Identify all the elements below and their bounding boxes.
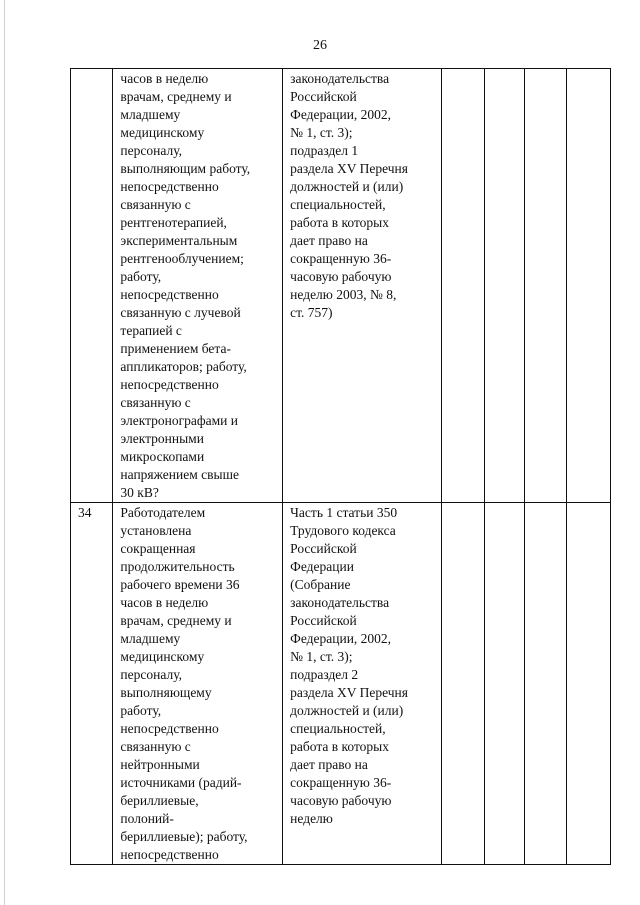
row-number-cell xyxy=(71,69,113,503)
answer-yes-cell xyxy=(442,503,484,865)
legal-basis-cell: законодательства Российской Федерации, 2002, № 1, ст. 3); подраздел 1 раздела XV Перечня должностей и (или) специальностей, работа в которых дает право на сокращенную 36- часовую рабочую неделю 2003, № 8, ст. 757) xyxy=(283,69,442,503)
legal-basis-cell: Часть 1 статьи 350 Трудового кодекса Российской Федерации (Собрание законодательства Российской Федерации, 2002, № 1, ст. 3); подраздел 2 раздела XV Перечня должностей и (или) специальностей, работа в которых дает право на сокращенную 36- часовую рабочую неделю xyxy=(283,503,442,865)
question-cell: Работодателем установлена сокращенная продолжительность рабочего времени 36 часов в неделю врачам, среднему и младшему медицинскому персоналу, выполняющему работу, непосредственно связанную с нейтронными источниками (радий- бериллиевые, полоний- бериллиевые); работу, непосредственно xyxy=(113,503,283,865)
answer-na-cell xyxy=(525,69,567,503)
answer-yes-cell xyxy=(442,69,484,503)
answer-no-cell xyxy=(484,503,524,865)
table-row xyxy=(71,69,611,503)
answer-na-cell xyxy=(525,503,567,865)
notes-cell xyxy=(567,69,611,503)
page-number: 26 xyxy=(313,38,327,53)
table-row xyxy=(71,503,611,865)
row-number-cell: 34 xyxy=(71,503,113,865)
page-edge xyxy=(4,0,5,905)
notes-cell xyxy=(567,503,611,865)
answer-no-cell xyxy=(484,69,524,503)
checklist-table xyxy=(70,68,611,865)
question-cell: часов в неделю врачам, среднему и младшему медицинскому персоналу, выполняющим работу, непосредственно связанную с рентгенотерапией, экспериментальным рентгенооблучением; работу, непосредственно связанную с лучевой терапией с применением бета- аппликаторов; работу, непосредственно связанную с электронографами и электронными микроскопами напряжением свыше 30 кВ? xyxy=(113,69,283,503)
